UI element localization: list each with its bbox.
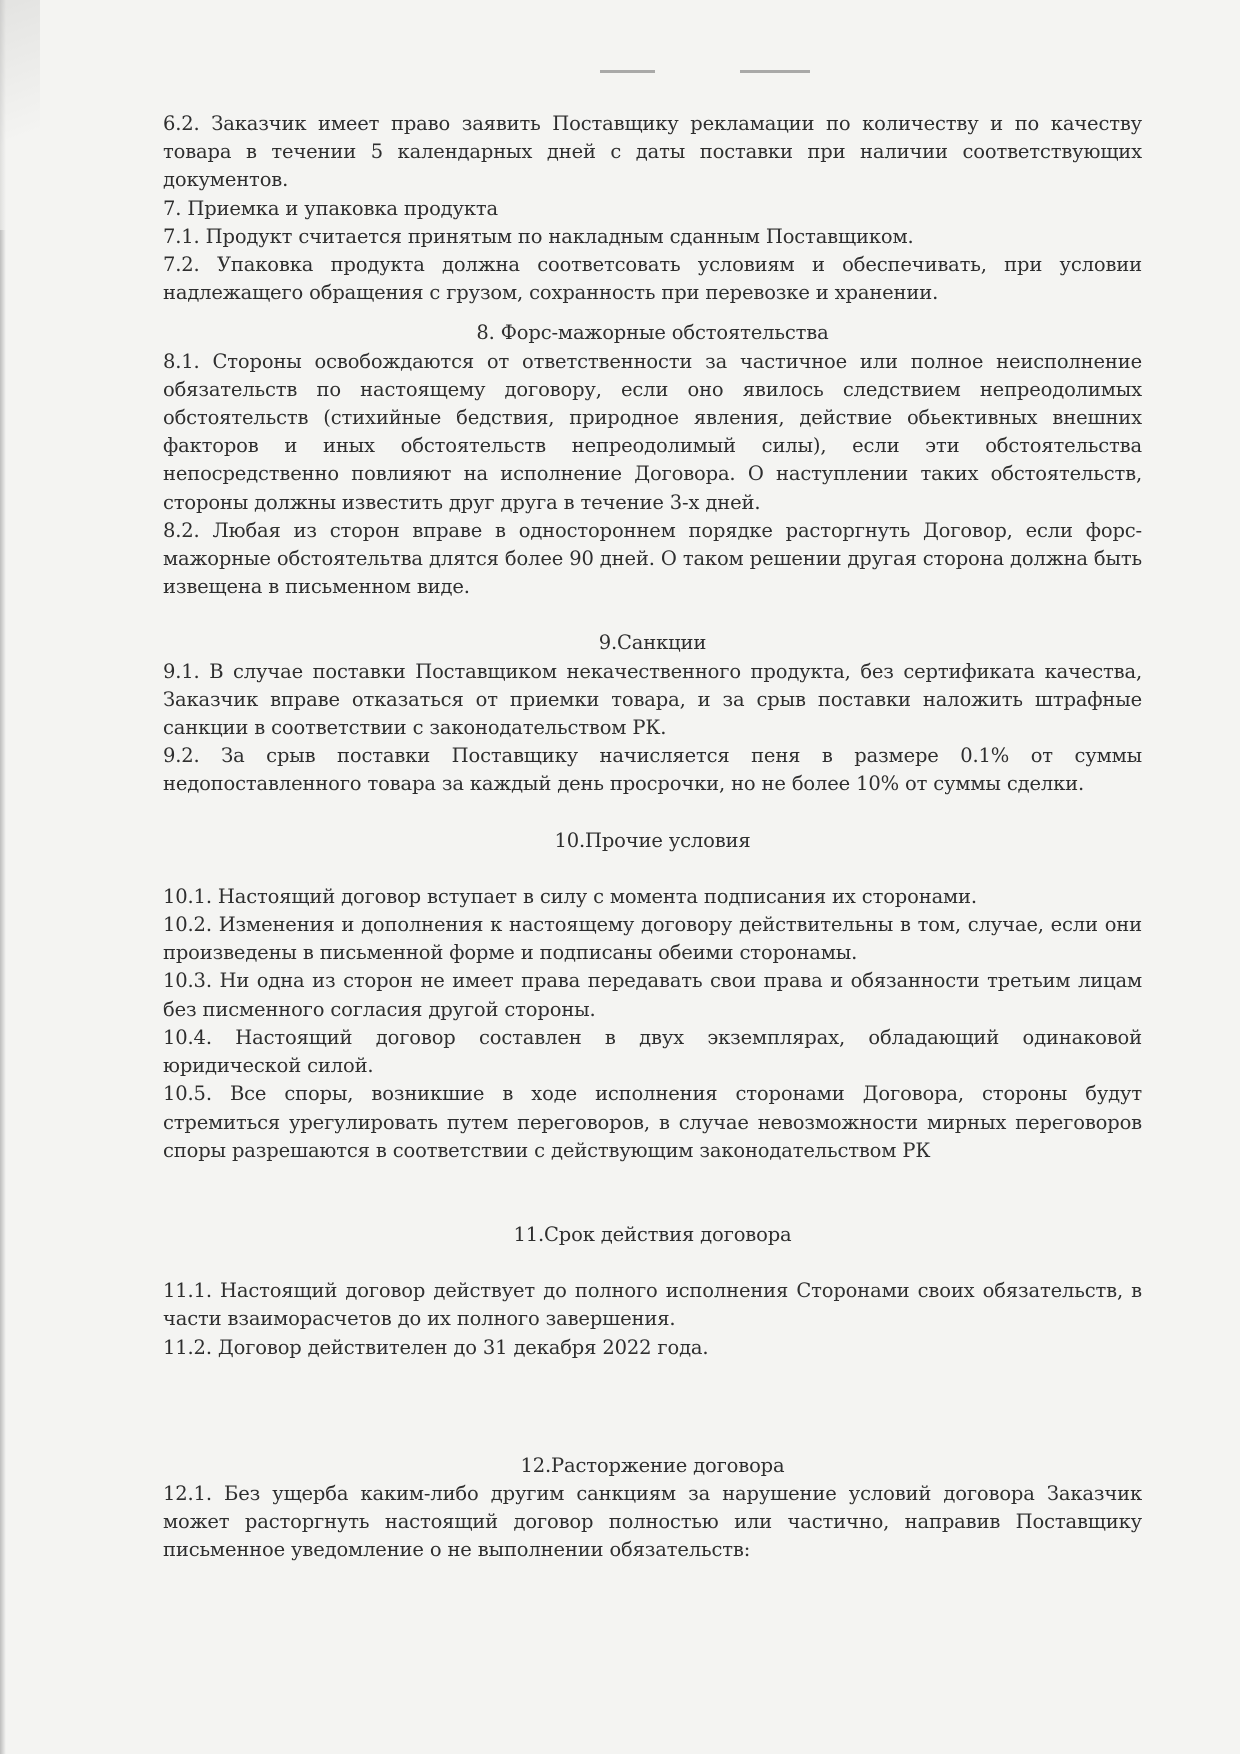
clause-10-1: 10.1. Настоящий договор вступает в силу с момента подписания их сторонами. bbox=[163, 884, 977, 908]
clause-8-1: 8.1. Стороны освобождаются от ответственности за частичное или полное неисполнение обязательств по настоящему договору, если оно явилось следствием непреодолимых обстоятельств (стихийные бедствия, природное явления, действие обьективных внешних факторов и иных обстоятельств непреодолимый силы), если эти обстоятельства непосредственно повлияют на исполнение Договора. О наступлении таких обстоятельств, стороны должны известить друг друга в течение 3-х дней. bbox=[163, 349, 1142, 514]
clause-7-1: 7.1. Продукт считается принятым по накладным сданным Поставщиком. bbox=[163, 224, 914, 248]
scan-fold-shadow bbox=[0, 0, 40, 230]
clause-9-1: 9.1. В случае поставки Поставщиком некачественного продукта, без сертификата качества, Заказчик вправе отказаться от приемки товара, и за срыв поставки наложить штрафные санкции в соответствии с законодательством РК. bbox=[163, 659, 1142, 740]
scan-page-edge bbox=[0, 0, 6, 1754]
section-8-heading: 8. Форс-мажорные обстоятельства bbox=[476, 321, 829, 345]
scan-top-marks bbox=[600, 70, 830, 76]
section-12-heading: 12.Расторжение договора bbox=[520, 1453, 785, 1477]
clause-9-2: 9.2. За срыв поставки Поставщику начисляется пеня в размере 0.1% от суммы недопоставленного товара за каждый день просрочки, но не более 10% от суммы сделки. bbox=[163, 744, 1142, 796]
clause-10-2: 10.2. Изменения и дополнения к настоящему договору действительны в том, случае, если они произведены в письменной форме и подписаны обеими сторонамы. bbox=[163, 913, 1142, 965]
clause-10-4: 10.4. Настоящий договор составлен в двух экземплярах, обладающий одинаковой юридической силой. bbox=[163, 1025, 1142, 1078]
section-11-heading: 11.Срок действия договора bbox=[513, 1222, 792, 1246]
clause-11-1: 11.1. Настоящий договор действует до полного исполнения Сторонами своих обязательств, в части взаиморасчетов до их полного завершения. bbox=[163, 1279, 1142, 1331]
clause-10-3: 10.3. Ни одна из сторон не имеет права передавать свои права и обязанности третьим лицам без писменного согласия другой стороны. bbox=[163, 969, 1142, 1021]
section-9-heading: 9.Санкции bbox=[598, 631, 707, 655]
clause-10-5: 10.5. Все споры, возникшие в ходе исполнения сторонами Договора, стороны будут стремиться урегулировать путем переговоров, в случае невозможности мирных переговоров споры разрешаются в соответствии с действующим законодательством РК bbox=[163, 1082, 1142, 1162]
contract-page bbox=[163, 110, 1142, 1565]
section-10-heading: 10.Прочие условия bbox=[554, 828, 751, 852]
clause-8-2: 8.2. Любая из сторон вправе в одностороннем порядке расторгнуть Договор, если форс-мажорные обстоятельтва длятся более 90 дней. О таком решении другая сторона должна быть извещена в письменном виде. bbox=[163, 518, 1142, 599]
section-7-heading: 7. Приемка и упаковка продукта bbox=[163, 196, 499, 220]
clause-12-1: 12.1. Без ущерба каким-либо другим санкциям за нарушение условий договора Заказчик может расторгнуть настоящий договор полностью или частично, направив Поставщику письменное уведомление о не выполнении обязательств: bbox=[163, 1481, 1142, 1562]
clause-11-2: 11.2. Договор действителен до 31 декабря 2022 года. bbox=[163, 1335, 709, 1359]
clause-7-2: 7.2. Упаковка продукта должна соответсовать условиям и обеспечивать, при условии надлежащего обращения с грузом, сохранность при перевозке и хранении. bbox=[163, 253, 1142, 305]
clause-6-2: 6.2. Заказчик имеет право заявить Поставщику рекламации по количеству и по качеству товара в течении 5 календарных дней с даты поставки при наличии соответствующих документов. bbox=[163, 112, 1142, 192]
